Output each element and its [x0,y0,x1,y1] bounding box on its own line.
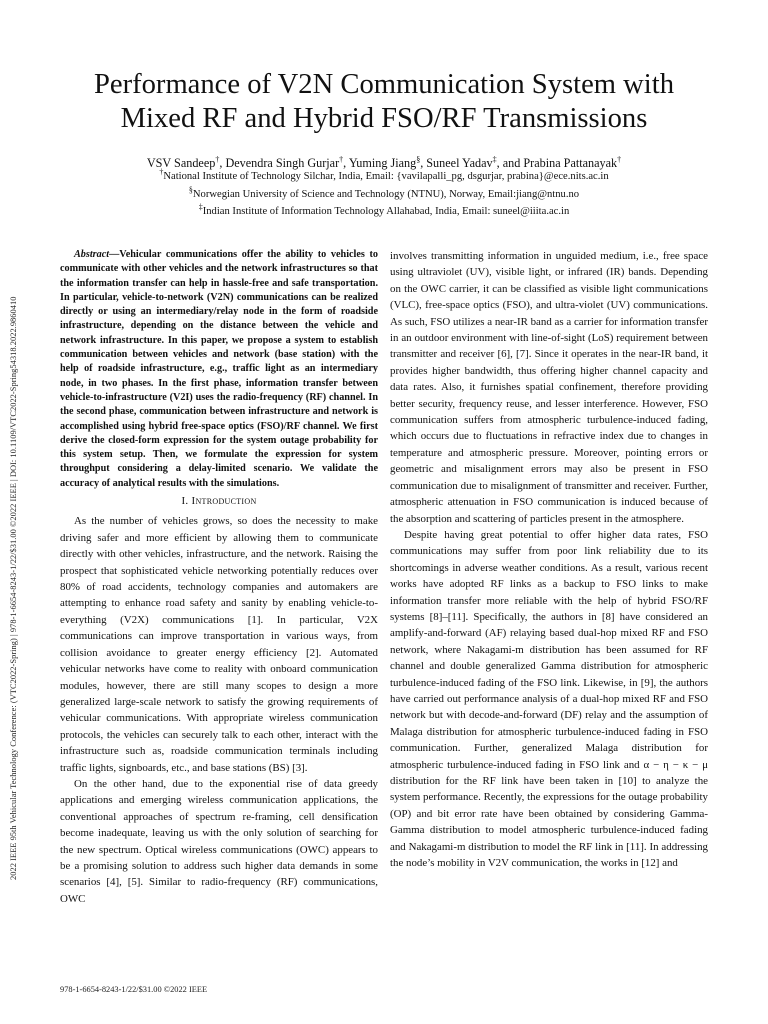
title-line-2: Mixed RF and Hybrid FSO/RF Transmissions [120,103,648,134]
author-mark: † [215,154,220,164]
body-paragraph: involves transmitting information in unguided medium, i.e., free space using ultraviolet (UV), visible light, or infrared (IR) bands. Depending on the OWC carrier, it can be classified as visible light communications (VLC), free-space optics (FSO), and ultra-violet (UV) communications. As such, FSO utilizes a near-IR band as a carrier for information transfer in an outdoor environment with line-of-sight (LoS) requirement between transmitter and receiver [6], [7]. Since it operates in the near-IR band, it provides higher bandwidth, thus offering higher channel capacity and data rates. Also, it furnishes spatial confinement, therefore providing better security, frequency reuse, and lesser interference. However, FSO communication suffers from atmospheric turbulence-induced fading, which occurs due to fluctuations in refractive index due to changes in temperature and atmospheric pressure. Moreover, pointing errors or geometric and misalignment errors may also be present in FSO communication due to misalignment of transmitter and receiver. Further, atmospheric attenuation in FSO communication is induced because of the absorption and scattering of particles present in the atmosphere. [390,250,708,525]
affiliation-text: Norwegian University of Science and Technology (NTNU), Norway, Email:jiang@ntnu.no [192,189,580,200]
affiliation-mark: ‡ [198,202,203,212]
author-mark: † [617,154,622,164]
affiliation-text: Indian Institute of Information Technology Allahabad, India, Email: suneel@iiita.ac.in [202,206,570,217]
affiliation-mark: † [159,167,164,177]
abstract-text: —Vehicular communications offer the ability to vehicles to communicate with other vehicles and the network infrastructures so that the information transfer can help in hassle-free and safe transportation. In particular, vehicle-to-network (V2N) communications can be realized directly or using an intermediary/relay node in the form of roadside infrastructure, depending on the distance between the vehicle and network infrastructure. In this paper, we propose a system to establish communication between vehicles and network (base station) with the help of roadside infrastructure, e.g., traffic light as an intermediary node, in two phases. In the first phase, information transfer between vehicle-to-infrastructure (V2I) uses the radio-frequency (RF) channel. In the second phase, communication between infrastructure and network is accomplished using hybrid free-space optics (FSO)/RF channel. We first derive the closed-form expression for the system outage probability for this system setup. Then, we formulate the expression for system throughput considering a delay-limited scenario. We validate the accuracy of analytical results with the simulations. [60,249,378,489]
body-paragraph: Despite having great potential to offer higher data rates, FSO communications may suffer from poor link reliability due to its shortcomings in adverse weather conditions. As a result, various recent works have adopted RF links as a backup to FSO links to make information transfer more reliable with the help of hybrid FSO/RF systems [8]–[11]. Specifically, the authors in [8] have considered an amplify-and-forward (AF) relaying based dual-hop mixed RF and FSO network, where Nakagami-m distribution has been assumed for RF channel and double generalized Gamma distribution for atmospheric turbulence-induced fading of the FSO link. Likewise, in [9], the authors have carried out performance analysis of a dual-hop mixed RF and FSO network but with decode-and-forward (DF) relay and the assumption of Malaga distribution for atmospheric turbulence-induced fading in FSO communication. Further, generalized Malaga distribution for atmospheric turbulence-induced fading in FSO link and α − η − κ − μ distribution for the RF link have been taken in [10] to analyze the system performance. Recently, the expressions for the outage probability (OP) and bit error rate have been obtained by considering Gamma-Gamma distribution to model atmospheric turbulence-induced fading and Nakagami-m distribution to model the RF link in [11]. In addressing the node’s mobility in V2V communication, the works in [12] and [390,528,708,870]
side-citation-note [5,150,19,880]
affiliation-2 [40,186,728,203]
author-name: Suneel Yadav [426,156,493,170]
title-line-1: Performance of V2N Communication System with [93,69,674,100]
body-paragraph: As the number of vehicles grows, so does the necessity to make driving safer and more efficient by allowing them to communicate directly with other vehicles, infrastructure, and the network. Raising the prospect that sophisticated vehicle networking potentially reduces over 80% of road accidents, technology companies and automakers are attempting to enhance road safety and sanity by enabling vehicle-to-everything (V2X) communications [1]. In particular, V2X communications can improve transportation in various ways, from collision avoidance to greater energy efficiency [2]. Automated vehicular networks have come to reality with onboard communication modules, however, there are still many scopes to design a more generalized large-scale network to satisfy the growing requirements of vehicular communications. With appropriate wireless communication protocols, the vehicles can securely talk to each other, interact with the infrastructure such as, roadside communication terminals including traffic lights, signboards, etc., and base stations (BS) [3]. [60,515,378,774]
body-paragraph: On the other hand, due to the exponential rise of data greedy applications and emerging wireless communication applications, the conventional approaches of spectrum re-framing, cell densification become inadequate, leaving us with the only solution of searching for the new spectrum. Optical wireless communications (OWC) appears to be a promising solution to address such higher data demands in some scenarios [4], [5]. Similar to radio-frequency (RF) communications, OWC [60,777,378,905]
author-mark: † [339,154,344,164]
author-mark: § [416,154,421,164]
paper-title [40,68,728,136]
page-footer: 978-1-6654-8243-1/22/$31.00 ©2022 IEEE [60,985,208,994]
author-name: Yuming Jiang [348,156,417,170]
author-mark: ‡ [492,154,497,164]
left-column [60,248,378,907]
affiliation-3 [40,203,728,220]
author-name: Prabina Pattanayak [523,156,618,170]
section-heading: I. Introduction [181,495,257,508]
author-list: VSV Sandeep†, Devendra Singh Gurjar†, Yuming Jiang§, Suneel Yadav‡, and Prabina Pattanayak† [146,154,622,170]
abstract [60,248,378,491]
abstract-label: Abstract [74,249,110,260]
author-name: VSV Sandeep [146,156,216,170]
affiliation-text: National Institute of Technology Silchar, India, Email: {vavilapalli_pg, dsgurjar, prabina}@ece.nits.ac.in [163,171,609,182]
side-citation-text: 2022 IEEE 95th Vehicular Technology Conference: (VTC2022-Spring) | 978-1-6654-8243-1/22/$31.00 ©2022 IEEE | DOI: 10.1109/VTC2022-Spring54318.2022.9860410 [9,296,18,880]
affiliation-1 [40,168,728,185]
right-column [390,248,708,871]
affiliation-mark: § [188,185,193,195]
author-name: Devendra Singh Gurjar [225,156,340,170]
